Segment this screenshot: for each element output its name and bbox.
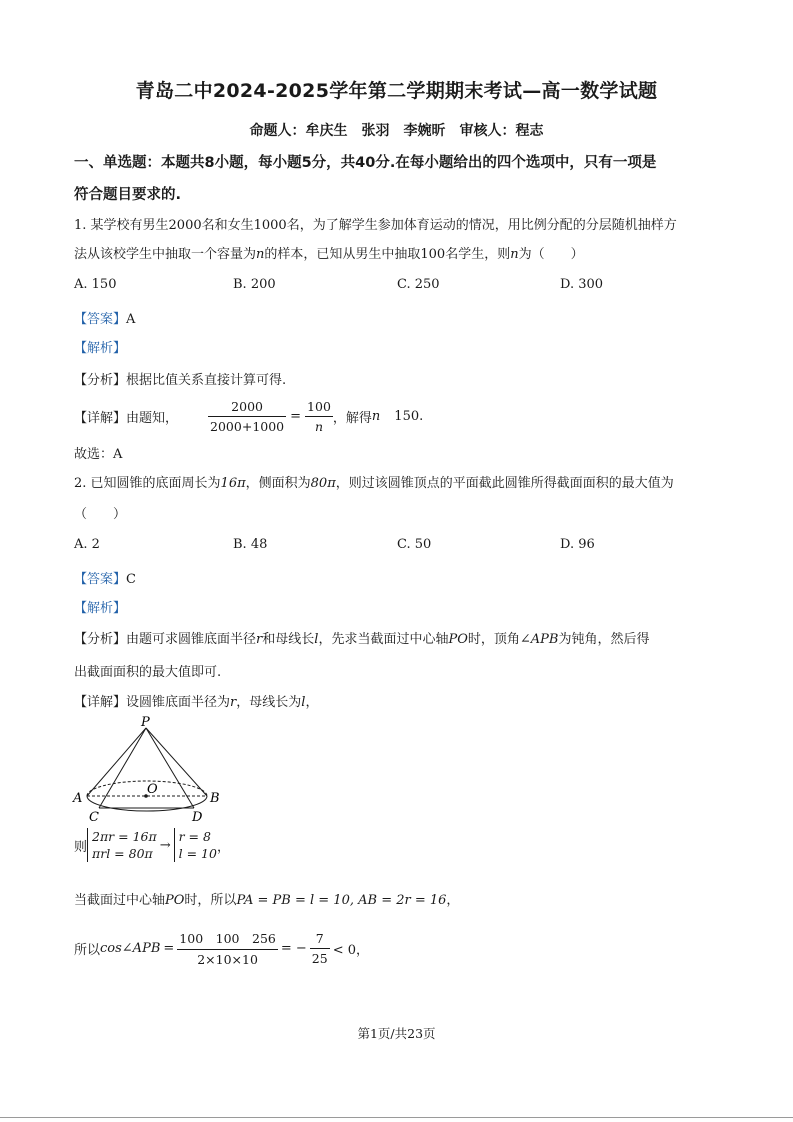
q2-answer [74, 568, 136, 587]
cos-lhs: cos∠APB [100, 940, 161, 956]
detail-label: 【详解】 [74, 410, 127, 426]
q2-text-a: 2. 已知圆锥的底面周长为 [74, 476, 221, 491]
fenxi-label: 【分析】 [74, 373, 127, 388]
cone-diagram [70, 714, 230, 826]
q1-answer [74, 308, 135, 327]
answer-label: 【答案】 [74, 312, 127, 327]
q1-option-d: D. 300 [560, 277, 604, 292]
fenxi-label: 【分析】 [74, 632, 127, 647]
fraction-ratio-right [305, 399, 333, 434]
label-A: A [73, 791, 83, 806]
q2-system-line [74, 826, 230, 864]
fraction-denominator: 25 [311, 950, 328, 966]
fraction-denominator: n [314, 418, 323, 434]
cos-result-fraction [310, 931, 330, 966]
detail-c: ， [305, 695, 319, 710]
cos-end: < 0， [332, 942, 369, 958]
q2-detail-line [74, 691, 318, 710]
page-bottom-divider [0, 1117, 793, 1118]
fenxi-b: 和母线长 [262, 632, 315, 647]
var-l: l [314, 632, 319, 647]
equation-system-right [174, 828, 217, 862]
q1-fenxi [74, 369, 286, 388]
system-eq-top: 2πr = 16π [92, 829, 157, 844]
q1-detail: 【详解】 由题知， $\frac{2000}{2000+1000}$ = $\frac{100}{n}$ ，解得 n 150 . [74, 398, 424, 434]
label-P: P [141, 715, 150, 730]
label-D: D [192, 810, 203, 825]
q1-option-c: C. 250 [397, 277, 440, 292]
fraction-denominator: 2000+1000 [210, 418, 285, 434]
q2-fenxi-line1 [74, 628, 649, 647]
center-text-b: 时，所以 [184, 893, 237, 908]
fenxi-d: 时，顶角 [467, 632, 520, 647]
cos-prefix: 所以 [74, 942, 101, 958]
q2-option-d: D. 96 [560, 537, 595, 552]
q1-conclusion: 故选：A [74, 447, 123, 462]
q2-option-c: C. 50 [397, 537, 432, 552]
q2-cos-line: 所以 cos∠APB = $\frac{100 100 256}{2\times 10\times 10}$ = − $\frac{7}{25}$ < 0， [74, 930, 369, 967]
var-PO: PO [165, 893, 185, 908]
q2-stem-line2: （ ） [74, 507, 127, 522]
implies-arrow: → [159, 837, 171, 853]
q1-stem-line2 [74, 243, 584, 262]
detail-label: 【详解】 [74, 695, 127, 710]
fraction-numerator: 100 100 256 [177, 929, 278, 950]
lateral-area-value: 80π [310, 476, 336, 491]
detail-result: 150 [394, 408, 420, 424]
center-text-c: ， [446, 893, 460, 908]
cos-fraction [177, 929, 278, 967]
system-eq-bottom: πrl = 80π [92, 846, 153, 861]
var-PO: PO [448, 632, 468, 647]
fraction-ratio-left [208, 399, 286, 434]
var-r: r [230, 695, 237, 710]
q2-fenxi-line2: 出截面面积的最大值即可. [74, 665, 222, 680]
answer-value: C [126, 572, 136, 587]
detail-prefix: 由题知， [126, 410, 179, 426]
detail-a: 设圆锥底面半径为 [126, 695, 231, 710]
q1-option-a: A. 150 [74, 277, 117, 292]
then-label: 则 [74, 839, 88, 855]
center-equation: PA = PB = l = 10, AB = 2r = 16 [236, 893, 447, 908]
var-n: n [510, 247, 519, 262]
q2-text-b: ，侧面积为 [245, 476, 311, 491]
var-r: r [256, 632, 263, 647]
page-title: 青岛二中2024-2025学年第二学期期末考试—高一数学试题 [135, 80, 658, 102]
q1-option-b: B. 200 [233, 277, 276, 292]
equation-system-left [87, 828, 157, 862]
circumference-value: 16π [220, 476, 246, 491]
fraction-numerator: 7 [310, 931, 330, 949]
detail-suffix: ，解得 [332, 410, 372, 426]
fenxi-c: ，先求当截面过中心轴 [318, 632, 449, 647]
q2-option-a: A. 2 [74, 537, 100, 552]
q2-text-c: ，则过该圆锥顶点的平面截此圆锥所得截面面积的最大值为 [335, 476, 674, 491]
equals-sign: = [290, 408, 302, 424]
answer-value: A [126, 312, 136, 327]
system-eq-top: r = 8 [178, 829, 211, 844]
answer-label: 【答案】 [74, 572, 127, 587]
authors-line: 命题人：牟庆生 张羽 李婉昕 审核人：程志 [249, 123, 544, 139]
var-n: n [371, 408, 381, 424]
q2-center-line [74, 889, 459, 908]
fenxi-text: 根据比值关系直接计算可得. [126, 373, 287, 388]
fraction-numerator: 100 [305, 399, 333, 417]
q2-stem-line1 [74, 472, 674, 491]
detail-b: ，母线长为 [236, 695, 302, 710]
section-heading-line1: 一、单选题：本题共8小题，每小题5分，共40分.在每小题给出的四个选项中，只有一项是 [74, 155, 657, 171]
page-number: 第1页/共23页 [357, 1026, 436, 1041]
q1-stem-text-b: 的样本，已知从男生中抽取100名学生，则 [264, 247, 511, 262]
var-l: l [301, 695, 306, 710]
q1-stem-text-a: 法从该校学生中抽取一个容量为 [74, 247, 257, 262]
q2-analysis-label: 【解析】 [74, 601, 127, 616]
cone-edge-PA [87, 728, 146, 796]
system-eq-bottom: l = 10 [178, 846, 217, 861]
fenxi-e: 为钝角，然后得 [558, 632, 650, 647]
var-n: n [256, 247, 265, 262]
fraction-denominator: 2×10×10 [197, 952, 258, 967]
section-heading-line2: 符合题目要求的. [74, 187, 182, 203]
q1-analysis-label: 【解析】 [74, 341, 127, 356]
comma: ， [216, 839, 230, 855]
label-B: B [210, 791, 220, 806]
fraction-numerator: 2000 [208, 399, 286, 417]
label-C: C [89, 810, 99, 825]
q1-stem-line1: 1. 某学校有男生2000名和女生1000名，为了解学生参加体育运动的情况，用比例分配的分层随机抽样方 [74, 218, 677, 233]
q2-option-b: B. 48 [233, 537, 268, 552]
center-text-a: 当截面过中心轴 [74, 893, 166, 908]
q1-stem-text-c: 为（ ） [518, 247, 584, 262]
label-O: O [147, 782, 158, 797]
fenxi-a: 由题可求圆锥底面半径 [126, 632, 257, 647]
angle-APB: ∠APB [519, 632, 559, 647]
